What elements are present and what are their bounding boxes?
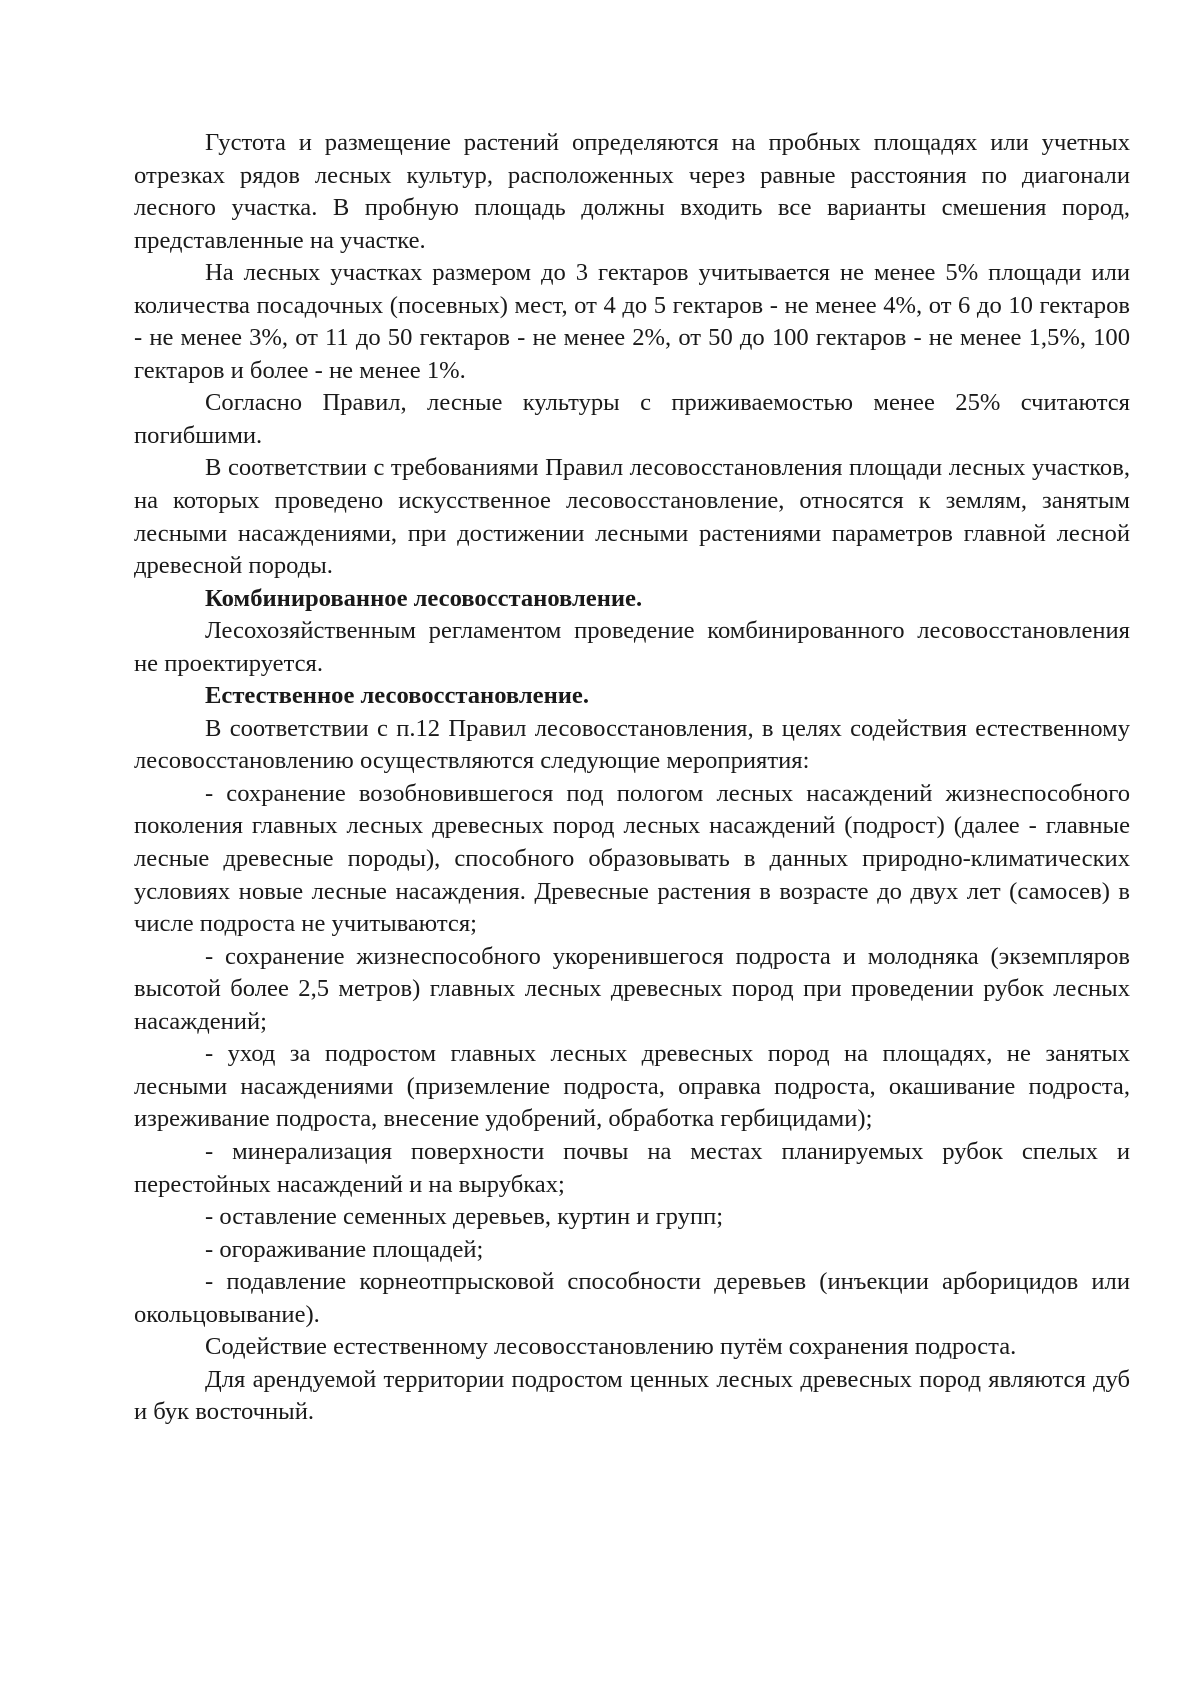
list-item-root-sucker-suppression: - подавление корнеотпрысковой способности деревьев (инъекции арборицидов или окольцовывание).: [134, 1268, 1130, 1328]
paragraph-planting-density: Густота и размещение растений определяются на пробных площадях или учетных отрезках рядов лесных культур, расположенных через равные расстояния по диагонали лесного участка. В пробную площадь должны входить все варианты смешения пород, представленные на участке.: [134, 129, 1130, 254]
paragraph-assistance-by-preservation: Содействие естественному лесовосстановлению путём сохранения подроста.: [205, 1333, 1017, 1361]
paragraph-survey-area-share: На лесных участках размером до 3 гектаров учитывается не менее 5% площади или количества посадочных (посевных) мест, от 4 до 5 гектаров - не менее 4%, от 6 до 10 гектаров - не менее 3%, от 11 до 50 гектаров - не менее 2%, от 50 до 100 гектаров - не менее 1,5%, 100 гектаров и более - не менее 1%.: [134, 259, 1130, 384]
paragraph-natural-measures-intro: В соответствии с п.12 Правил лесовосстановления, в целях содействия естественному лесовосстановлению осуществляются следующие мероприятия:: [134, 714, 1130, 775]
heading-combined-reforestation: Комбинированное лесовосстановление.: [205, 584, 643, 612]
list-item-undergrowth-care: - уход за подростом главных лесных древесных пород на площадях, не занятых лесными насаждениями (приземление подроста, оправка подроста, окашивание подроста, изреживание подроста, внесение удобрений, обработка гербицидами);: [134, 1040, 1130, 1133]
paragraph-artificial-reforestation: В соответствии с требованиями Правил лесовосстановления площади лесных участков, на которых проведено искусственное лесовосстановление, относятся к землям, занятым лесными насаждениями, при достижении лесными растениями параметров главной лесной древесной породы.: [134, 454, 1130, 580]
list-item-seed-trees: - оставление семенных деревьев, куртин и групп;: [205, 1203, 724, 1231]
paragraph-failed-cultures: Согласно Правил, лесные культуры с приживаемостью менее 25% считаются погибшими.: [134, 389, 1130, 449]
document-body: [134, 127, 1130, 1429]
paragraph-valuable-species: Для арендуемой территории подростом ценных лесных древесных пород являются дуб и бук восточный.: [134, 1365, 1130, 1426]
list-item-fencing: - огораживание площадей;: [205, 1235, 484, 1263]
list-item-soil-mineralization: - минерализация поверхности почвы на местах планируемых рубок спелых и перестойных насаждений и на вырубках;: [134, 1137, 1130, 1198]
heading-natural-reforestation: Естественное лесовосстановление.: [205, 682, 589, 710]
list-item-preserve-undergrowth: - сохранение возобновившегося под пологом лесных насаждений жизнеспособного поколения главных лесных древесных пород лесных насаждений (подрост) (далее - главные лесные древесные породы), способного образовывать в данных природно-климатических условиях новые лесные насаждения. Древесные растения в возрасте до двух лет (самосев) в числе подроста не учитываются;: [134, 779, 1130, 938]
list-item-preserve-during-felling: - сохранение жизнеспособного укоренившегося подроста и молодняка (экземпляров высотой более 2,5 метров) главных лесных древесных пород при проведении рубок лесных насаждений;: [134, 942, 1130, 1035]
paragraph-combined-not-planned: Лесохозяйственным регламентом проведение комбинированного лесовосстановления не проектируется.: [134, 617, 1130, 677]
